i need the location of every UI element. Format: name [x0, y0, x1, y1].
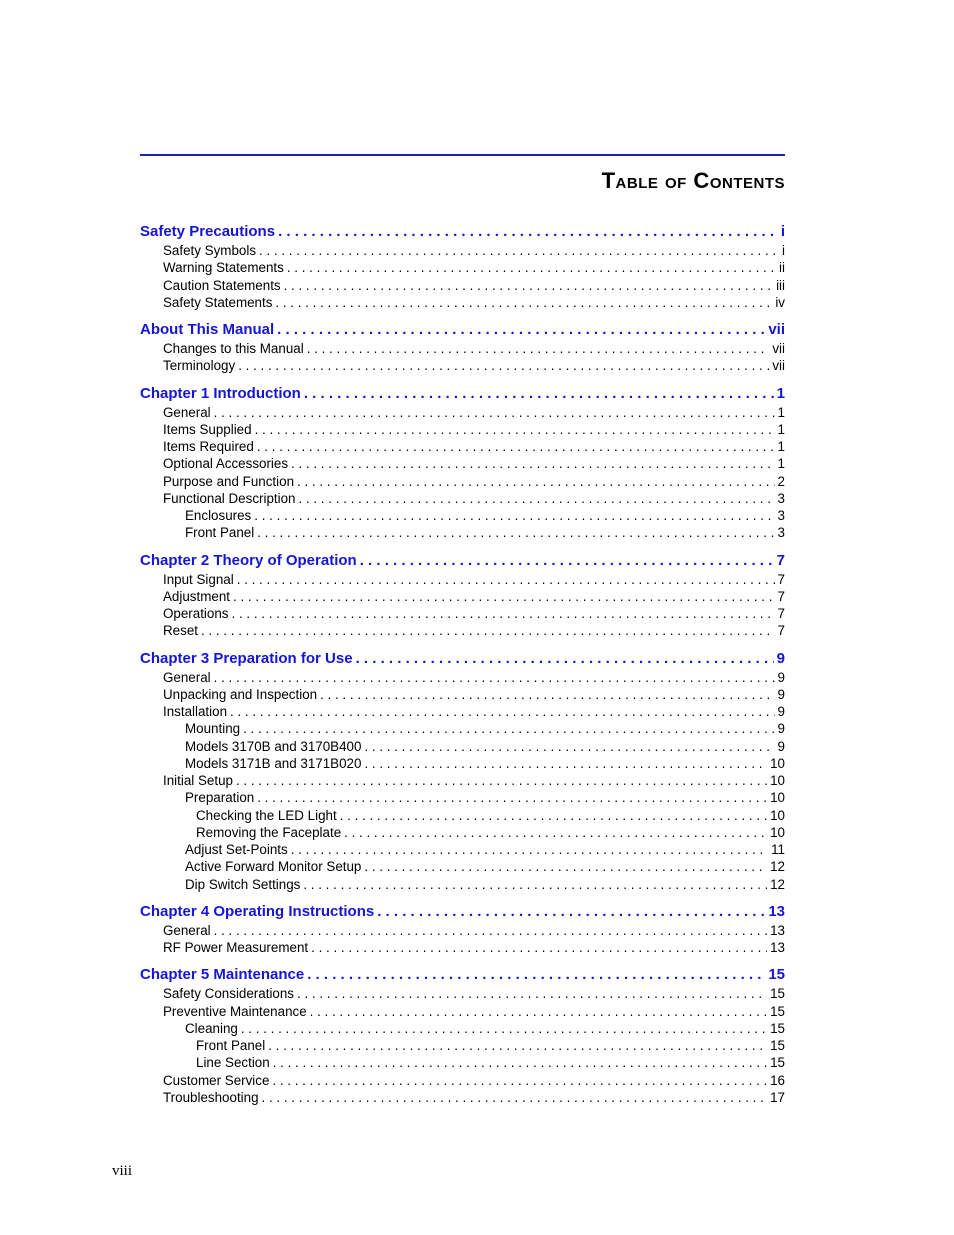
- toc-entry-page-number: 13: [770, 922, 785, 938]
- toc-entry-label: General: [163, 404, 211, 420]
- dot-leader: [214, 669, 775, 686]
- dot-leader: [237, 571, 775, 588]
- toc-entry[interactable]: [140, 571, 785, 588]
- toc-entry-page-number: 11: [771, 842, 785, 857]
- toc-heading-page-number: 9: [776, 649, 785, 667]
- toc-entry-page-number: 3: [777, 490, 785, 506]
- toc-entry[interactable]: [140, 939, 785, 956]
- dot-leader: [233, 588, 775, 605]
- dot-leader: [344, 824, 767, 841]
- dot-leader: [201, 622, 775, 639]
- toc-entry[interactable]: [140, 985, 785, 1002]
- dot-leader: [303, 876, 767, 893]
- toc-entry[interactable]: [140, 421, 785, 438]
- dot-leader: [360, 551, 774, 571]
- toc-entry-page-number: 3: [777, 508, 785, 523]
- toc-heading-page-number: 15: [768, 966, 785, 984]
- toc-entry-label: Warning Statements: [163, 260, 284, 276]
- toc-entry-label: Input Signal: [163, 571, 234, 587]
- dot-leader: [364, 858, 767, 875]
- toc-entry-page-number: 12: [770, 859, 785, 875]
- toc-entry[interactable]: [140, 438, 785, 455]
- toc-section: [140, 551, 785, 640]
- toc-entry-label: Line Section: [196, 1055, 270, 1071]
- toc-entry[interactable]: [140, 455, 785, 472]
- toc-entry[interactable]: [140, 720, 785, 737]
- dot-leader: [230, 703, 775, 720]
- toc-entry-label: Caution Statements: [163, 277, 281, 293]
- dot-leader: [236, 772, 767, 789]
- toc-entry[interactable]: [140, 404, 785, 421]
- toc-entry-label: Front Panel: [185, 525, 255, 541]
- dot-leader: [232, 605, 775, 622]
- dot-leader: [259, 242, 779, 259]
- dot-leader: [310, 1003, 767, 1020]
- dot-leader: [275, 294, 772, 311]
- toc-entry-page-number: 7: [777, 606, 785, 621]
- toc-entry-page-number: vii: [772, 341, 785, 356]
- toc-entry-label: General: [163, 922, 211, 938]
- dot-leader: [291, 841, 768, 858]
- toc-heading-label: Safety Precautions: [140, 223, 276, 240]
- toc-section: [140, 965, 785, 1106]
- dot-leader: [254, 507, 774, 524]
- toc-heading-label: About This Manual: [140, 321, 275, 338]
- toc-entry-page-number: 9: [777, 738, 785, 754]
- dot-leader: [298, 490, 774, 507]
- toc-heading-label: Chapter 1 Introduction: [140, 384, 301, 402]
- page-folio: viii: [112, 1163, 133, 1179]
- toc-heading[interactable]: [140, 320, 785, 340]
- toc-entry-page-number: 15: [770, 1020, 785, 1036]
- dot-leader: [257, 438, 775, 455]
- toc-heading[interactable]: [140, 902, 785, 922]
- toc-entry-label: Purpose and Function: [163, 473, 295, 489]
- toc-entry[interactable]: [140, 507, 785, 524]
- toc-entry-page-number: 10: [770, 755, 785, 771]
- toc-entry-page-number: vii: [772, 358, 785, 374]
- page-title: Table of Contents: [601, 168, 785, 193]
- toc-entry-page-number: 15: [770, 1003, 785, 1019]
- toc-entry-label: Models 3171B and 3171B020: [185, 755, 362, 771]
- toc-entry-page-number: 16: [770, 1072, 785, 1088]
- toc-entry[interactable]: [140, 686, 785, 703]
- toc-entry[interactable]: [140, 605, 785, 622]
- toc-entry-page-number: 15: [770, 1055, 785, 1071]
- toc-entry[interactable]: [140, 1037, 785, 1054]
- toc-entry-label: Adjust Set-Points: [185, 842, 288, 857]
- dot-leader: [243, 720, 774, 737]
- dot-leader: [307, 340, 770, 357]
- toc-entry-page-number: 7: [777, 623, 785, 639]
- toc-entry[interactable]: [140, 789, 785, 806]
- toc-heading-page-number: 1: [776, 384, 785, 402]
- toc-entry-page-number: 12: [770, 876, 785, 892]
- toc-entry-page-number: i: [782, 243, 785, 258]
- dot-leader: [377, 902, 765, 922]
- toc-entry-page-number: 1: [777, 439, 785, 454]
- dot-leader: [364, 738, 774, 755]
- toc-entry-page-number: 1: [777, 456, 785, 472]
- dot-leader: [257, 524, 774, 541]
- header-rule: [140, 154, 785, 156]
- dot-leader: [214, 404, 775, 421]
- dot-leader: [287, 259, 776, 276]
- toc-heading[interactable]: [140, 384, 785, 404]
- toc-entry[interactable]: [140, 524, 785, 541]
- toc-entry[interactable]: [140, 340, 785, 357]
- toc-entry-page-number: 7: [777, 571, 785, 587]
- toc-section: [140, 902, 785, 957]
- toc-entry-page-number: 15: [770, 986, 785, 1002]
- toc-entry-label: Front Panel: [196, 1038, 266, 1053]
- toc-entry[interactable]: [140, 473, 785, 490]
- toc-entry-label: Dip Switch Settings: [185, 876, 301, 892]
- toc-entry[interactable]: [140, 738, 785, 755]
- toc-entry-label: Preventive Maintenance: [163, 1003, 307, 1019]
- dot-leader: [257, 789, 767, 806]
- toc-entry[interactable]: [140, 669, 785, 686]
- toc-entry[interactable]: [140, 357, 785, 374]
- dot-leader: [255, 421, 775, 438]
- toc-entry-label: Installation: [163, 704, 228, 719]
- toc-entry-label: Changes to this Manual: [163, 341, 304, 356]
- toc-entry-page-number: iv: [775, 294, 785, 310]
- toc-entry-label: Cleaning: [185, 1020, 238, 1036]
- dot-leader: [311, 939, 767, 956]
- toc-entry[interactable]: [140, 277, 785, 294]
- dot-leader: [307, 965, 765, 985]
- toc-entry[interactable]: [140, 294, 785, 311]
- toc-entry-page-number: 17: [770, 1089, 785, 1105]
- toc-entry-page-number: 1: [777, 421, 785, 437]
- toc-entry[interactable]: [140, 824, 785, 841]
- toc-entry[interactable]: [140, 1072, 785, 1089]
- dot-leader: [262, 1089, 768, 1106]
- toc-heading[interactable]: [140, 965, 785, 985]
- dot-leader: [272, 1072, 767, 1089]
- dot-leader: [268, 1037, 767, 1054]
- toc-heading-label: Chapter 5 Maintenance: [140, 966, 305, 984]
- dot-leader: [320, 686, 774, 703]
- toc-entry-label: Active Forward Monitor Setup: [185, 859, 362, 875]
- toc-entry-label: Reset: [163, 623, 198, 639]
- toc-section: [140, 222, 785, 311]
- dot-leader: [284, 277, 773, 294]
- dot-leader: [291, 455, 775, 472]
- toc-entry-label: Safety Symbols: [163, 243, 257, 258]
- toc-entry-label: Terminology: [163, 358, 236, 374]
- dot-leader: [297, 473, 775, 490]
- toc-entry[interactable]: [140, 876, 785, 893]
- toc-entry[interactable]: [140, 858, 785, 875]
- toc-entry-page-number: iii: [776, 277, 785, 293]
- toc-entry-page-number: 7: [777, 588, 785, 604]
- toc-entry-page-number: 9: [777, 686, 785, 702]
- dot-leader: [214, 922, 767, 939]
- toc-heading-label: Chapter 2 Theory of Operation: [140, 551, 357, 569]
- toc-heading-page-number: 13: [768, 902, 785, 920]
- toc-section: [140, 320, 785, 375]
- dot-leader: [340, 807, 767, 824]
- toc-entry-label: Preparation: [185, 790, 255, 806]
- dot-leader: [273, 1054, 767, 1071]
- toc-entry-label: Items Supplied: [163, 421, 252, 437]
- toc-entry[interactable]: [140, 772, 785, 789]
- toc-entry-page-number: 1: [777, 404, 785, 420]
- toc-section: [140, 649, 785, 893]
- dot-leader: [277, 320, 765, 340]
- toc-heading-page-number: i: [780, 223, 785, 240]
- toc-heading-page-number: vii: [768, 321, 785, 338]
- toc-entry-label: Unpacking and Inspection: [163, 686, 318, 702]
- toc-entry[interactable]: [140, 841, 785, 858]
- dot-leader: [278, 222, 778, 242]
- toc-entry-page-number: 10: [770, 807, 785, 823]
- toc-entry[interactable]: [140, 588, 785, 605]
- toc-entry-label: Items Required: [163, 439, 254, 454]
- toc-entry-label: Initial Setup: [163, 773, 233, 788]
- toc-entry-label: Adjustment: [163, 588, 230, 604]
- dot-leader: [238, 357, 769, 374]
- toc-entry[interactable]: [140, 259, 785, 276]
- toc-entry[interactable]: [140, 1020, 785, 1037]
- toc-heading-page-number: 7: [776, 551, 785, 569]
- dot-leader: [297, 985, 767, 1002]
- toc-entry-label: Models 3170B and 3170B400: [185, 738, 362, 754]
- toc-entry-page-number: 10: [770, 824, 785, 840]
- toc-entry-label: Enclosures: [185, 508, 252, 523]
- toc-entry[interactable]: [140, 1089, 785, 1106]
- table-of-contents: [140, 222, 785, 1115]
- dot-leader: [356, 649, 774, 669]
- dot-leader: [304, 384, 774, 404]
- toc-entry[interactable]: [140, 703, 785, 720]
- dot-leader: [364, 755, 767, 772]
- toc-heading[interactable]: [140, 222, 785, 242]
- toc-entry[interactable]: [140, 622, 785, 639]
- toc-entry-label: Troubleshooting: [163, 1089, 259, 1105]
- toc-entry-page-number: 10: [770, 790, 785, 806]
- toc-entry-page-number: 3: [777, 525, 785, 541]
- dot-leader: [241, 1020, 767, 1037]
- toc-entry[interactable]: [140, 1003, 785, 1020]
- toc-entry-label: Checking the LED Light: [196, 807, 337, 823]
- toc-entry-label: Optional Accessories: [163, 456, 289, 472]
- toc-entry[interactable]: [140, 755, 785, 772]
- toc-entry-label: Safety Statements: [163, 294, 273, 310]
- toc-entry-label: Customer Service: [163, 1072, 270, 1088]
- toc-entry-label: Operations: [163, 606, 229, 621]
- toc-entry-page-number: 2: [777, 473, 785, 489]
- toc-entry[interactable]: [140, 922, 785, 939]
- toc-entry-label: RF Power Measurement: [163, 940, 309, 955]
- toc-entry[interactable]: [140, 1054, 785, 1071]
- toc-entry-label: Mounting: [185, 721, 241, 737]
- toc-entry-label: General: [163, 669, 211, 685]
- toc-entry[interactable]: [140, 490, 785, 507]
- toc-entry-label: Removing the Faceplate: [196, 824, 342, 840]
- toc-heading[interactable]: [140, 551, 785, 571]
- toc-heading-label: Chapter 4 Operating Instructions: [140, 902, 375, 920]
- toc-entry-page-number: 10: [770, 773, 785, 788]
- toc-entry[interactable]: [140, 807, 785, 824]
- toc-entry-page-number: ii: [779, 260, 785, 276]
- toc-entry-page-number: 9: [777, 669, 785, 685]
- toc-heading[interactable]: [140, 649, 785, 669]
- toc-heading-label: Chapter 3 Preparation for Use: [140, 649, 353, 667]
- toc-entry-label: Safety Considerations: [163, 986, 295, 1002]
- toc-entry-label: Functional Description: [163, 490, 296, 506]
- toc-entry[interactable]: [140, 242, 785, 259]
- toc-entry-page-number: 13: [770, 940, 785, 955]
- toc-entry-page-number: 9: [777, 704, 785, 719]
- toc-entry-page-number: 9: [777, 721, 785, 737]
- toc-section: [140, 384, 785, 542]
- toc-entry-page-number: 15: [770, 1038, 785, 1053]
